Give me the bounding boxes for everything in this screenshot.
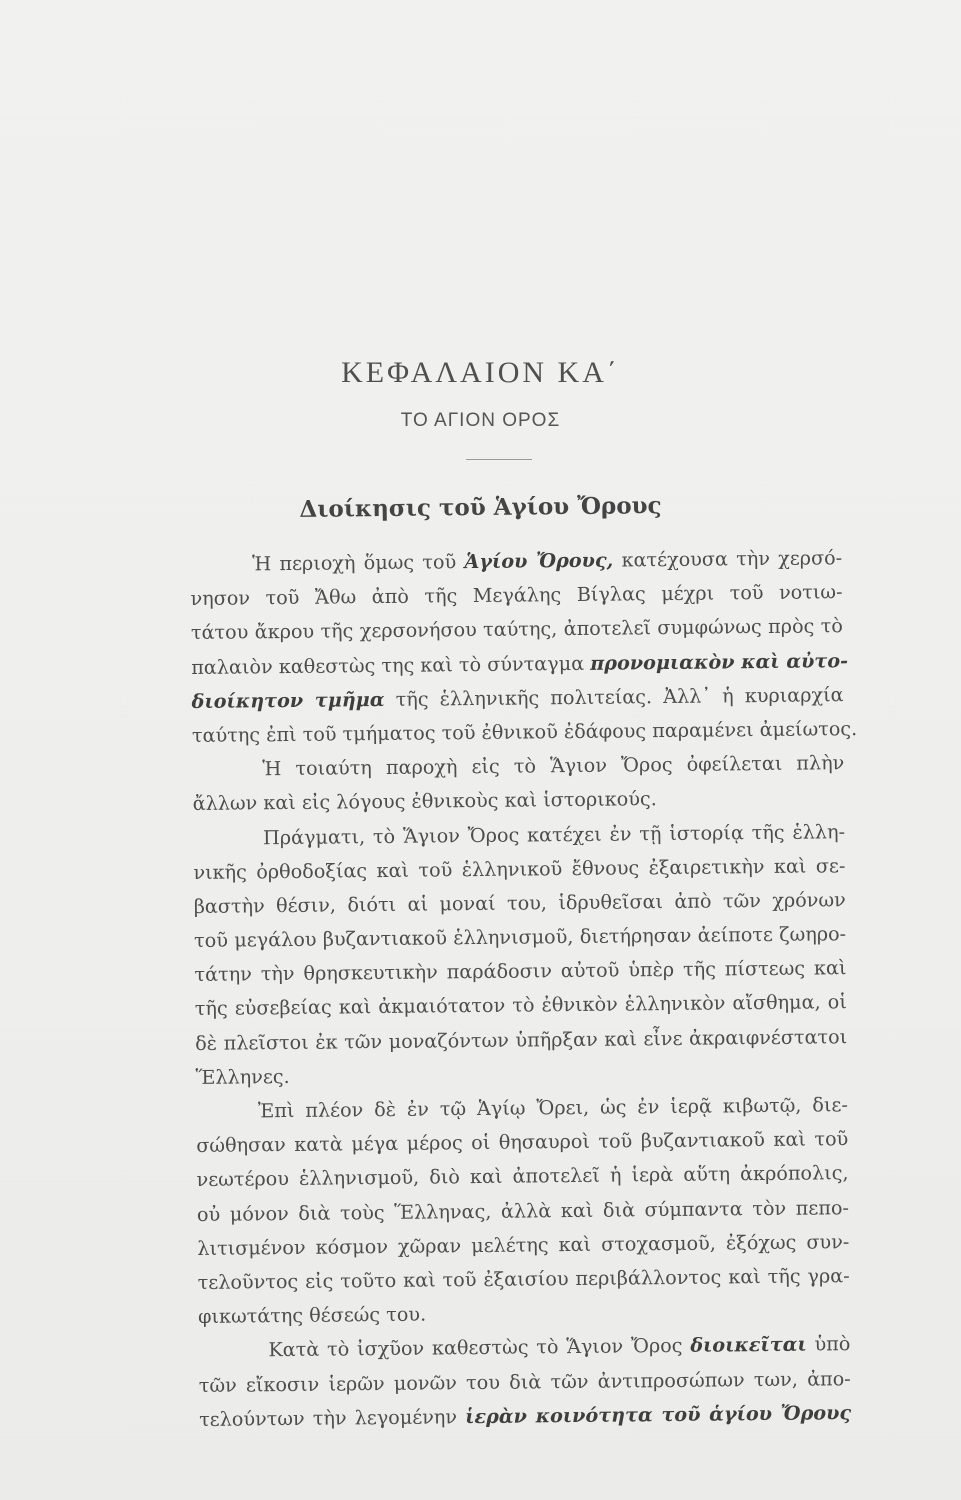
text-segment: τῆς ἑλληνικῆς πολιτείας. Ἀλλ᾽ ἡ κυριαρχία	[384, 682, 844, 711]
chapter-subtitle: ΤΟ ΑΓΙΟΝ ΟΡΟΣ	[400, 410, 561, 431]
text-segment: παλαιὸν καθεστὼς της καὶ τὸ σύνταγμα	[191, 651, 591, 679]
emphasis-text: ἱερὰν κοινότητα τοῦ ἁγίου Ὄρους	[465, 1400, 852, 1428]
text-segment: τάτην τὴν θρησκευτικὴν παράδοσιν αὐτοῦ ὑπὲρ τῆς πίστεως καὶ	[194, 956, 847, 987]
text-line	[198, 1259, 850, 1300]
text-segment: ταύτης ἐπὶ τοῦ τμήματος τοῦ ἐθνικοῦ ἐδάφους παραμένει ἀμείωτος.	[191, 716, 858, 747]
text-segment: Ἐπὶ πλέον δὲ ἐν τῷ Ἁγίῳ Ὄρει, ὡς ἐν ἱερᾷ κιβωτῷ, διε-	[257, 1093, 848, 1123]
text-segment: Ἡ τοιαύτη παροχὴ εἰς τὸ Ἅγιον Ὄρος ὀφείλεται πλὴν	[262, 751, 845, 781]
text-segment: τοῦ μεγάλου βυζαντιακοῦ ἑλληνισμοῦ, διετήρησαν ἀείποτε ζωηρο-	[193, 922, 847, 953]
text-segment: σώθησαν κατὰ μέγα μέρος οἱ θησαυροὶ τοῦ βυζαντιακοῦ καὶ τοῦ	[196, 1127, 849, 1158]
text-segment: Κατὰ τὸ ἰσχῦον καθεστὼς τὸ Ἅγιον Ὄρος	[268, 1334, 691, 1362]
emphasis-text: Ἁγίου Ὄρους,	[464, 548, 614, 574]
text-segment: τῶν εἴκοσιν ἱερῶν μονῶν του διὰ τῶν ἀντιπροσώπων των, ἀπο-	[198, 1366, 851, 1397]
section-heading: Διοίκησις τοῦ Ἁγίου Ὄρους	[299, 492, 662, 523]
text-line	[192, 746, 844, 787]
text-segment: Ἡ περιοχὴ ὅμως τοῦ	[252, 550, 465, 576]
body-text	[190, 541, 858, 1437]
text-segment: νησον τοῦ Ἄθω ἀπὸ τῆς Μεγάλης Βίγλας μέχρι τοῦ νοτιω-	[190, 580, 843, 611]
emphasis-text: προνομιακὸν καὶ αὐτο-	[590, 648, 849, 675]
text-segment: ὑπὸ	[806, 1332, 851, 1356]
text-line	[195, 1020, 847, 1061]
text-segment: ἄλλων καὶ εἰς λόγους ἐθνικοὺς καὶ ἱστορικούς.	[192, 787, 657, 816]
text-line	[199, 1396, 851, 1437]
text-segment: φικωτάτης θέσεώς του.	[197, 1302, 427, 1329]
divider-rule	[466, 459, 532, 460]
chapter-title: ΚΕΦΑΛΑΙΟΝ ΚΑ΄	[341, 356, 620, 389]
text-segment: τῆς εὐσεβείας καὶ ἀκμαιότατον τὸ ἐθνικὸν ἑλληνικὸν αἴσθημα, οἱ	[194, 990, 847, 1021]
text-segment: τελοῦντος εἰς τοῦτο καὶ τοῦ ἐξαισίου περιβάλλοντος καὶ τῆς γρα-	[197, 1264, 850, 1294]
text-segment: νικῆς ὀρθοδοξίας καὶ τοῦ ἑλληνικοῦ ἔθνους ἐξαιρετικὴν καὶ σε-	[193, 853, 846, 884]
text-segment: δὲ πλεῖστοι ἐκ τῶν μοναζόντων ὑπῆρξαν καὶ εἶνε ἀκραιφνέστατοι	[195, 1024, 848, 1055]
text-segment: κατέχουσα τὴν χερσό-	[613, 546, 843, 572]
text-segment: βαστὴν θέσιν, διότι αἱ μοναί του, ἱδρυθεῖσαι ἀπὸ τῶν χρόνων	[193, 888, 846, 918]
emphasis-text: διοικεῖται	[690, 1332, 807, 1358]
text-segment: οὐ μόνον διὰ τοὺς Ἕλληνας, ἀλλὰ καὶ διὰ σύμπαντα τὸν πεπο-	[196, 1195, 850, 1226]
text-segment: τάτου ἄκρου τῆς χερσονήσου ταύτης, ἀποτελεῖ συμφώνως πρὸς τὸ	[190, 614, 843, 645]
emphasis-text: διοίκητον τμῆμα	[191, 687, 385, 713]
text-segment: Ἕλληνες.	[195, 1064, 290, 1089]
text-segment: νεωτέρου ἑλληνισμοῦ, διὸ καὶ ἀποτελεῖ ἡ ἱερὰ αὕτη ἀκρόπολις,	[196, 1161, 849, 1192]
text-segment: Πράγματι, τὸ Ἅγιον Ὄρος κατέχει ἐν τῇ ἱστορίᾳ τῆς ἑλλη-	[262, 819, 846, 849]
text-segment: τελούντων τὴν λεγομένην	[199, 1404, 466, 1431]
text-segment: λιτισμένον κόσμον χῶραν μελέτης καὶ στοχασμοῦ, ἐξόχως συν-	[197, 1229, 850, 1260]
